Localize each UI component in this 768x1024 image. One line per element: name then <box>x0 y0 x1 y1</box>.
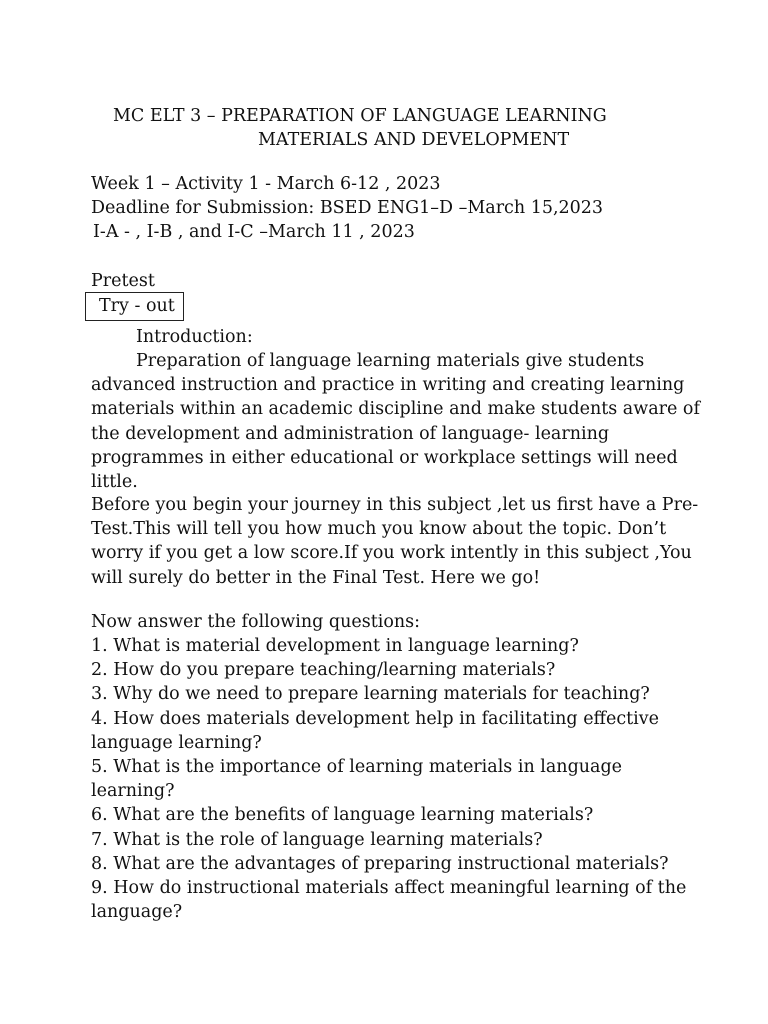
paragraph-line: the development and administration of language- learning <box>91 423 610 444</box>
question-text: 8. What are the advantages of preparing instructional materials? <box>91 853 669 874</box>
questions-lead: Now answer the following questions: <box>91 612 421 632</box>
paragraph-line: materials within an academic discipline and make students aware of <box>91 399 700 420</box>
question-text: language? <box>91 902 183 923</box>
question-text: 6. What are the benefits of language learning materials? <box>91 805 594 826</box>
question-item <box>91 755 711 803</box>
question-item <box>91 634 711 658</box>
question-list <box>91 634 711 924</box>
question-text: 9. How do instructional materials affect meaningful learning of the <box>91 878 687 899</box>
question-item <box>91 803 711 827</box>
introduction-paragraph <box>91 349 700 494</box>
question-text: 7. What is the role of language learning materials? <box>91 829 543 850</box>
question-text: learning? <box>91 781 175 802</box>
introduction-heading: Introduction: <box>136 327 253 347</box>
question-item <box>91 682 711 706</box>
question-text: language learning? <box>91 732 262 753</box>
paragraph-line: programmes in either educational or workplace settings will need <box>91 447 678 468</box>
paragraph-line: little. <box>91 472 138 493</box>
pretest-paragraph <box>91 493 699 590</box>
paragraph-line: Before you begin your journey in this subject ,let us first have a Pre- <box>91 495 699 515</box>
week-activity-line: Week 1 – Activity 1 - March 6-12 , 2023 <box>91 174 441 194</box>
paragraph-line: advanced instruction and practice in writing and creating learning <box>91 375 685 396</box>
question-item <box>91 876 711 924</box>
pretest-label: Pretest <box>91 271 155 291</box>
question-text: 5. What is the importance of learning materials in language <box>91 757 623 778</box>
tryout-label: Try - out <box>99 296 175 316</box>
paragraph-line: worry if you get a low score.If you work intently in this subject ,You <box>91 543 692 564</box>
question-item <box>91 828 711 852</box>
paragraph-line: Test.This will tell you how much you know about the topic. Don’t <box>91 519 667 540</box>
deadline-line: Deadline for Submission: BSED ENG1–D –March 15,2023 <box>91 198 604 218</box>
question-item <box>91 852 711 876</box>
paragraph-line: Preparation of language learning materials give students <box>136 351 645 371</box>
question-text: 4. How does materials development help in facilitating effective <box>91 708 660 729</box>
question-item <box>91 658 711 682</box>
question-text: 1. What is material development in language learning? <box>91 636 579 656</box>
tryout-box <box>85 292 184 321</box>
question-text: 2. How do you prepare teaching/learning materials? <box>91 660 556 681</box>
question-text: 3. Why do we need to prepare learning materials for teaching? <box>91 684 650 705</box>
document-title-line-1: MC ELT 3 – PREPARATION OF LANGUAGE LEARNING <box>113 106 607 126</box>
document-title-line-2: MATERIALS AND DEVELOPMENT <box>258 130 570 150</box>
sections-deadline-line: I-A - , I-B , and I-C –March 11 , 2023 <box>93 222 415 242</box>
question-item <box>91 707 711 755</box>
paragraph-line: will surely do better in the Final Test. Here we go! <box>91 567 541 588</box>
